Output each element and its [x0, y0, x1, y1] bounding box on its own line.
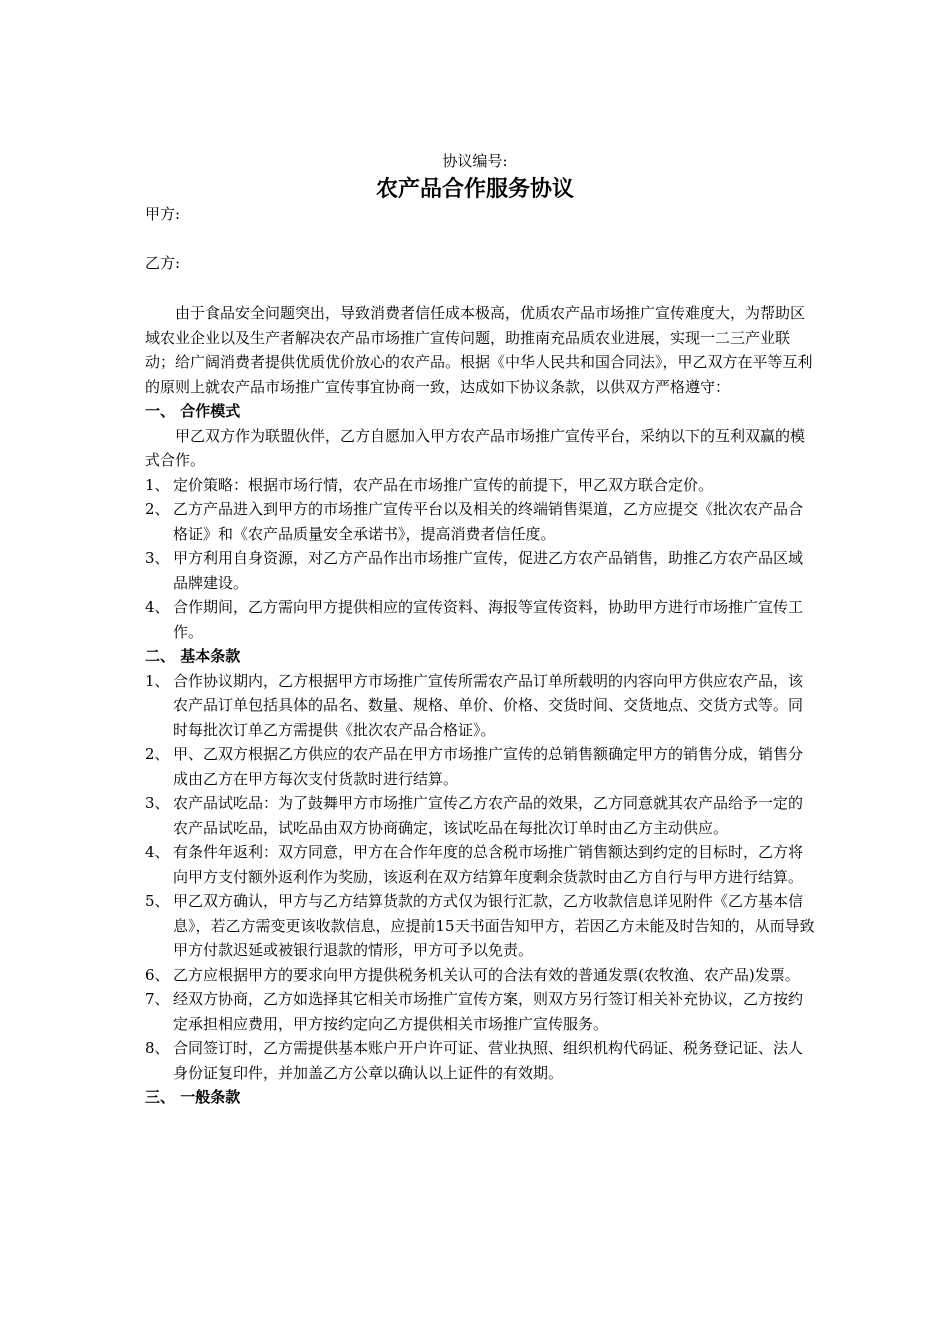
item-text: 合作协议期内，乙方根据甲方市场推广宣传所需农产品订单所载明的内容向甲方供应农产品，该农产品订单包括具体的品名、数量、规格、单价、价格、交货时间、交货地点、交货方式等。同时每批次订单乙方需提供《批次农产品合格证》。	[173, 671, 804, 739]
section-2-item	[145, 963, 815, 988]
item-text: 有条件年返利：双方同意，甲方在合作年度的总含税市场推广销售额达到约定的目标时，乙方将向甲方支付额外返利作为奖励，该返利在双方结算年度剩余货款时由乙方自行与甲方进行结算。	[173, 843, 804, 886]
section-2-item	[145, 669, 815, 743]
section-2-item	[145, 889, 815, 963]
item-text: 定价策略：根据市场行情，农产品在市场推广宣传的前提下，甲乙双方联合定价。	[173, 475, 714, 494]
item-number: 2、	[145, 745, 170, 763]
item-number: 5、	[145, 892, 170, 910]
section-1-item	[145, 546, 815, 595]
section-2-item	[145, 791, 815, 840]
item-text: 甲方利用自身资源，对乙方产品作出市场推广宣传，促进乙方农产品销售，助推乙方农产品区域品牌建设。	[173, 549, 804, 592]
item-number: 3、	[145, 549, 170, 567]
item-text: 经双方协商，乙方如选择其它相关市场推广宣传方案，则双方另行签订相关补充协议，乙方按约定承担相应费用，甲方按约定向乙方提供相关市场推广宣传服务。	[173, 990, 804, 1033]
section-2-heading: 二、 基本条款	[145, 647, 241, 665]
section-3-heading: 三、 一般条款	[145, 1088, 241, 1106]
item-text: 乙方产品进入到甲方的市场推广宣传平台以及相关的终端销售渠道，乙方应提交《批次农产品合格证》和《农产品质量安全承诺书》，提高消费者信任度。	[173, 500, 804, 543]
section-1-heading: 一、 合作模式	[145, 402, 241, 420]
item-number: 1、	[145, 475, 170, 494]
item-text: 甲、乙双方根据乙方供应的农产品在甲方市场推广宣传的总销售额确定甲方的销售分成，销售分成由乙方在甲方每次支付货款时进行结算。	[173, 745, 804, 788]
section-1-item	[145, 497, 815, 546]
section-2-item	[145, 840, 815, 889]
section-1-item	[145, 595, 815, 644]
item-text: 农产品试吃品：为了鼓舞甲方市场推广宣传乙方农产品的效果，乙方同意就其农产品给予一定的农产品试吃品，试吃品由双方协商确定，该试吃品在每批次订单时由乙方主动供应。	[173, 794, 804, 837]
item-number: 2、	[145, 500, 170, 518]
item-text: 合作期间，乙方需向甲方提供相应的宣传资料、海报等宣传资料，协助甲方进行市场推广宣传工作。	[173, 598, 804, 641]
item-number: 1、	[145, 671, 170, 690]
item-text: 合同签订时，乙方需提供基本账户开户许可证、营业执照、组织机构代码证、税务登记证、法人身份证复印件，并加盖乙方公章以确认以上证件的有效期。	[173, 1039, 804, 1082]
item-text: 甲乙双方确认，甲方与乙方结算货款的方式仅为银行汇款，乙方收款信息详见附件《乙方基本信息》，若乙方需变更该收款信息，应提前15天书面告知甲方，若因乙方未能及时告知的，从而导致甲方付款迟延或被银行退款的情形，甲方可予以免责。	[173, 892, 815, 959]
document-body	[145, 301, 815, 1110]
section-2-item	[145, 987, 815, 1036]
item-number: 6、	[145, 965, 170, 984]
party-a-label: 甲方:	[145, 205, 181, 223]
document-title: 农产品合作服务协议	[375, 177, 574, 202]
item-number: 7、	[145, 990, 170, 1008]
section-1-item	[145, 473, 815, 498]
section-1-intro: 甲乙双方作为联盟伙伴，乙方自愿加入甲方农产品市场推广宣传平台，采纳以下的互利双赢的模式合作。	[145, 426, 806, 469]
item-text: 乙方应根据甲方的要求向甲方提供税务机关认可的合法有效的普通发票(农牧渔、农产品)发票。	[173, 965, 800, 984]
section-2-item	[145, 1036, 815, 1085]
item-number: 4、	[145, 598, 170, 616]
party-b-label: 乙方:	[145, 254, 181, 272]
intro-paragraph: 由于食品安全问题突出，导致消费者信任成本极高，优质农产品市场推广宣传难度大，为帮助区域农业企业以及生产者解决农产品市场推广宣传问题，助推南充品质农业进展，实现一二三产业联动；给广阔消费者提供优质优价放心的农产品。根据《中华人民共和国合同法》，甲乙双方在平等互利的原则上就农产品市场推广宣传事宜协商一致，达成如下协议条款，以供双方严格遵守：	[145, 304, 813, 396]
item-number: 4、	[145, 843, 170, 861]
item-number: 8、	[145, 1039, 170, 1057]
agreement-number-label: 协议编号:	[442, 152, 508, 170]
item-number: 3、	[145, 794, 170, 812]
section-2-item	[145, 742, 815, 791]
